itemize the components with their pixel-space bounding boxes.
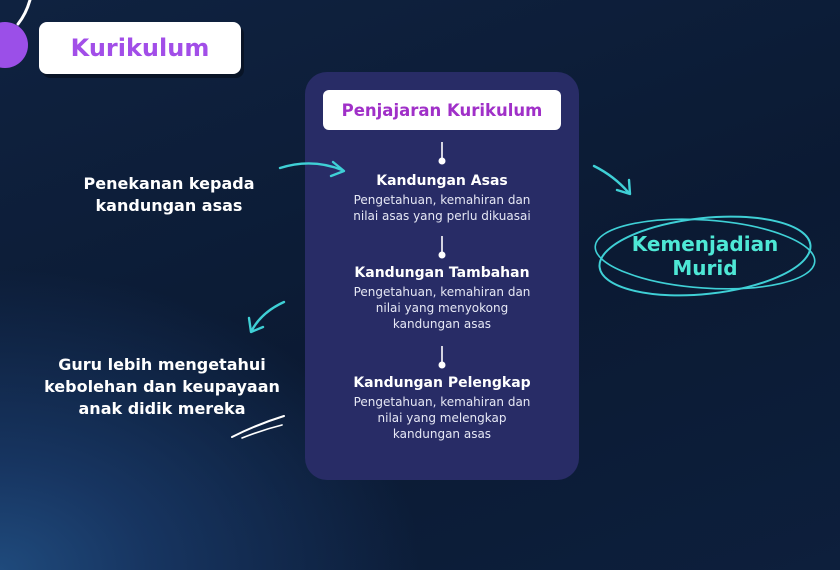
arrow-right-icon: [280, 162, 344, 176]
note-line: anak didik mereka: [78, 399, 246, 418]
block-heading: Kandungan Pelengkap: [353, 375, 531, 391]
note-line: Penekanan kepada: [83, 174, 255, 193]
block-desc-line: nilai yang menyokong: [375, 301, 509, 315]
block-desc-line: Pengetahuan, kemahiran dan: [353, 285, 531, 299]
block-desc-line: Pengetahuan, kemahiran dan: [353, 395, 531, 409]
block-desc-line: Pengetahuan, kemahiran dan: [353, 193, 531, 207]
note-line: Guru lebih mengetahui: [58, 355, 266, 374]
underline-swoosh-icon: [232, 416, 284, 438]
outcome-badge: [590, 205, 820, 305]
block-heading: Kandungan Asas: [376, 173, 508, 189]
page-title: Kurikulum: [70, 34, 210, 62]
note-line: kandungan asas: [95, 196, 243, 215]
block-heading: Kandungan Tambahan: [354, 265, 530, 281]
block-desc-line: kandungan asas: [392, 427, 492, 441]
outcome-label: [590, 232, 820, 280]
arrow-down-left-icon: [249, 302, 284, 332]
panel-title: Penjajaran Kurikulum: [341, 100, 543, 120]
outcome-line: Murid: [672, 256, 738, 280]
block-desc-line: kandungan asas: [392, 317, 492, 331]
outcome-line: Kemenjadian: [631, 232, 779, 256]
block-desc-line: nilai yang melengkap: [377, 411, 507, 425]
arrow-outcome-icon: [594, 166, 630, 194]
block-desc-line: nilai asas yang perlu dikuasai: [353, 209, 531, 223]
note-line: kebolehan dan keupayaan: [44, 377, 280, 396]
